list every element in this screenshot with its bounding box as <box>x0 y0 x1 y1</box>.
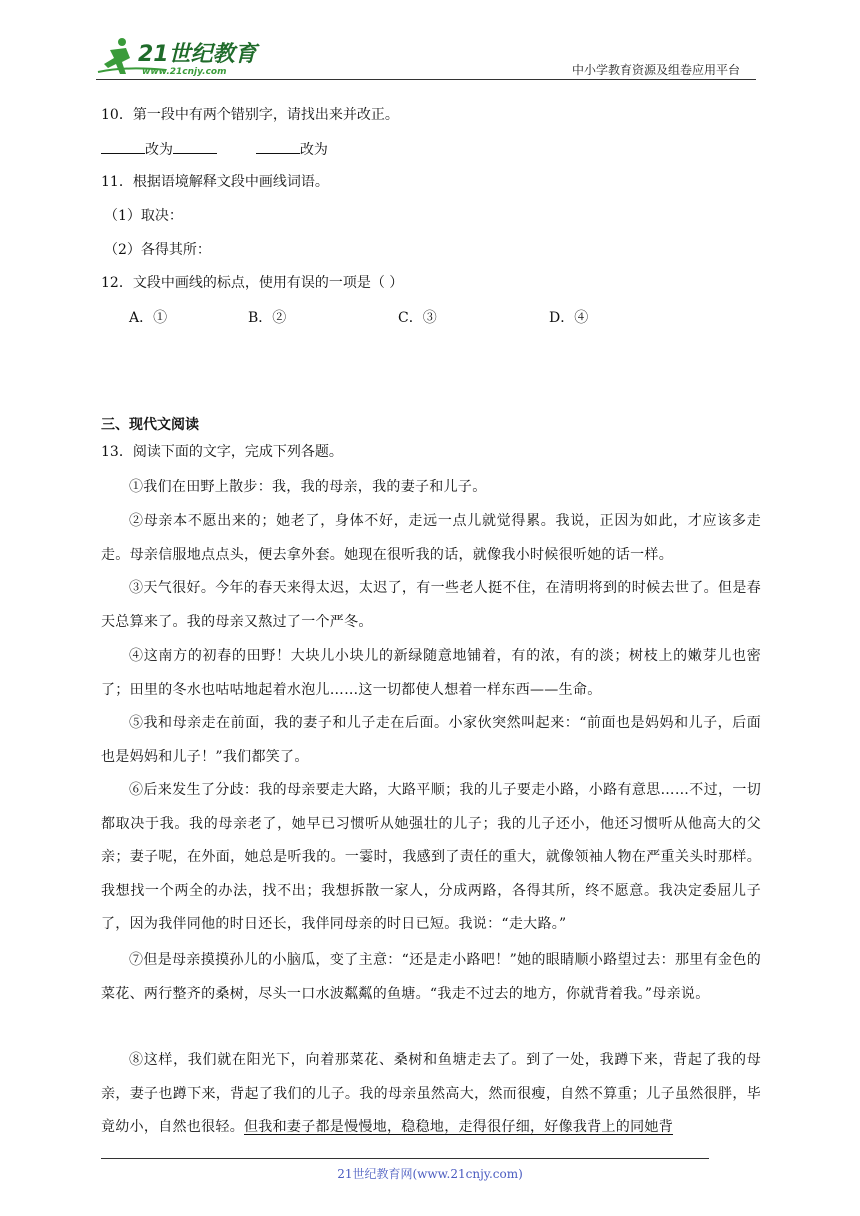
answer-blank[interactable] <box>256 139 300 154</box>
passage-paragraph-6: ⑥后来发生了分歧：我的母亲要走大路，大路平顺；我的儿子要走小路，小路有意思……不过，一切都取决于我。我的母亲老了，她早已习惯听从她强壮的儿子；我的儿子还小，他还习惯听从他高大的父亲；妻子呢，在外面，她总是听我的。一霎时，我感到了责任的重大，就像领袖人物在严重关头时那样。我想找一个两全的办法，找不出；我想拆散一家人，分成两路，各得其所，终不愿意。我决定委屈儿子了，因为我伴同他的时日还长，我伴同母亲的时日已短。我说：“走大路。” <box>101 782 761 932</box>
answer-blank[interactable] <box>173 139 217 154</box>
option-a[interactable]: A．① <box>129 310 168 326</box>
header-divider <box>96 79 756 80</box>
logo-url: www.21cnjy.com <box>142 67 227 77</box>
site-logo <box>96 36 266 80</box>
question-13: 13．阅读下面的文字，完成下列各题。 <box>101 444 343 460</box>
option-d[interactable]: D．④ <box>549 310 589 326</box>
question-11-part-1: （1）取决： <box>104 208 183 224</box>
footer-link[interactable]: 21世纪教育网(www.21cnjy.com) <box>337 1167 523 1181</box>
footer-divider <box>101 1158 709 1159</box>
change-to-label: 改为 <box>145 142 173 158</box>
section-title: 三、现代文阅读 <box>101 417 199 433</box>
option-c[interactable]: C．③ <box>398 310 437 326</box>
question-11-part-2: （2）各得其所： <box>104 242 211 258</box>
question-10-answer-line <box>101 139 328 160</box>
logo-text: 21世纪教育 <box>138 42 257 67</box>
passage-paragraph-2: ②母亲本不愿出来的；她老了，身体不好，走远一点儿就觉得累。我说，正因为如此，才应该多走走。母亲信服地点点头，便去拿外套。她现在很听我的话，就像我小时候很听她的话一样。 <box>101 513 761 563</box>
passage-paragraph-5: ⑤我和母亲走在前面，我的妻子和儿子走在后面。小家伙突然叫起来：“前面也是妈妈和儿子，后面也是妈妈和儿子！”我们都笑了。 <box>101 715 761 765</box>
question-10: 10．第一段中有两个错别字，请找出来并改正。 <box>101 107 399 123</box>
passage-paragraph-7: ⑦但是母亲摸摸孙儿的小脑瓜，变了主意：“还是走小路吧！”她的眼睛顺小路望过去：那里有金色的菜花、两行整齐的桑树，尽头一口水波粼粼的鱼塘。“我走不过去的地方，你就背着我。”母亲说。 <box>101 952 761 1002</box>
question-12: 12．文段中画线的标点，使用有误的一项是（ ） <box>101 275 404 291</box>
option-b[interactable]: B．② <box>248 310 287 326</box>
answer-blank[interactable] <box>101 139 145 154</box>
question-11: 11．根据语境解释文段中画线词语。 <box>101 174 329 190</box>
passage-paragraph-8 <box>101 1044 761 1145</box>
passage-paragraph-1: ①我们在田野上散步：我，我的母亲，我的妻子和儿子。 <box>129 479 487 495</box>
passage-paragraph-4: ④这南方的初春的田野！大块儿小块儿的新绿随意地铺着，有的浓，有的淡；树枝上的嫩芽儿也密了；田里的冬水也咕咕地起着水泡儿……这一切都使人想着一样东西——生命。 <box>101 648 761 698</box>
paragraph-8-text: ⑧这样，我们就在阳光下，向着那菜花、桑树和鱼塘走去了。到了一处，我蹲下来，背起了我的母亲，妻子也蹲下来，背起了我们的儿子。我的母亲虽然高大，然而很瘦，自然不算重；儿子虽然很胖，毕竟幼小，自然也很轻。 <box>101 1052 761 1135</box>
passage-paragraph-3: ③天气很好。今年的春天来得太迟，太迟了，有一些老人挺不住，在清明将到的时候去世了。但是春天总算来了。我的母亲又熬过了一个严冬。 <box>101 580 761 630</box>
change-to-label: 改为 <box>299 142 328 158</box>
platform-name: 中小学教育资源及组卷应用平台 <box>572 63 741 77</box>
underlined-sentence: 但我和妻子都是慢慢地，稳稳地，走得很仔细，好像我背上的同她背 <box>244 1119 673 1135</box>
